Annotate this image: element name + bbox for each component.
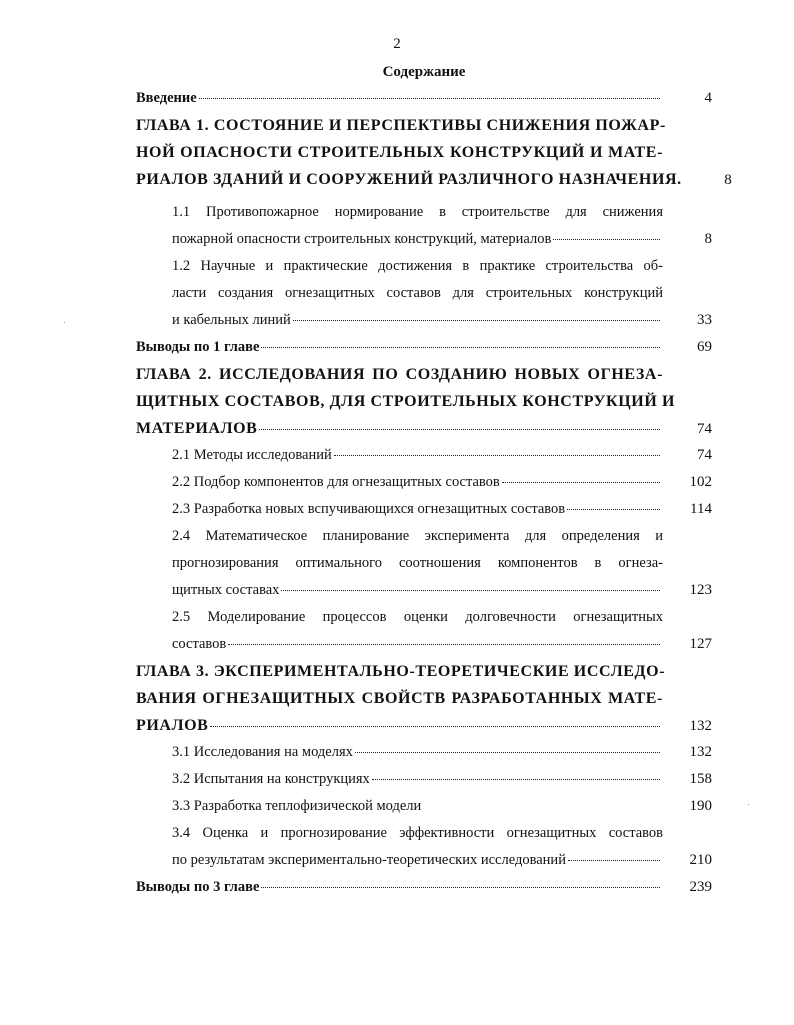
leader-dots <box>567 507 660 510</box>
toc-entry-3-4[interactable]: 3.4 Оценка и прогнозирование эффективности огнезащитных составов <box>172 825 663 841</box>
toc-entry-1-2[interactable]: 1.2 Научные и практические достижения в практике строительства об- <box>172 258 663 274</box>
toc-entry-2-4-line-3: щитных составах 123 <box>172 582 712 598</box>
toc-entry-conclusions-3[interactable]: Выводы по 3 главе 239 <box>136 879 712 895</box>
toc-entry-2-1[interactable]: 2.1 Методы исследований 74 <box>172 447 712 463</box>
leader-dots <box>199 96 660 99</box>
toc-entry-chapter-1-line-2: НОЙ ОПАСНОСТИ СТРОИТЕЛЬНЫХ КОНСТРУКЦИЙ И МАТЕ- <box>136 144 663 161</box>
leader-dots <box>334 453 660 456</box>
page-ref: 132 <box>689 718 712 734</box>
toc-entry-1-1[interactable]: 1.1 Противопожарное нормирование в строительстве для снижения <box>172 204 663 220</box>
page-ref: 210 <box>689 852 712 868</box>
toc-entry-2-2[interactable]: 2.2 Подбор компонентов для огнезащитных составов 102 <box>172 474 712 490</box>
toc-entry-2-3[interactable]: 2.3 Разработка новых вспучивающихся огнезащитных составов 114 <box>172 501 712 517</box>
toc-entry-2-4-line-2: прогнозирования оптимального соотношения компонентов в огнеза- <box>172 555 663 571</box>
leader-dots <box>261 345 660 348</box>
page-ref: 123 <box>689 582 712 598</box>
leader-dots <box>259 427 660 430</box>
leader-dots <box>228 642 660 645</box>
toc-entry-1-2-line-3: и кабельных линий 33 <box>172 312 712 328</box>
page-ref: 8 <box>704 231 712 247</box>
leader-dots <box>553 237 660 240</box>
leader-dots <box>261 885 660 888</box>
page-ref: 114 <box>690 501 712 517</box>
page-ref: 74 <box>697 421 712 437</box>
toc-entry-3-4-line-2: по результатам экспериментально-теоретических исследований 210 <box>172 852 712 868</box>
page-ref: 190 <box>689 798 712 814</box>
page-ref: 127 <box>689 636 712 652</box>
toc-entry-2-5[interactable]: 2.5 Моделирование процессов оценки долговечности огнезащитных <box>172 609 663 625</box>
toc-entry-chapter-1-line-3: РИАЛОВ ЗДАНИЙ И СООРУЖЕНИЙ РАЗЛИЧНОГО НАЗНАЧЕНИЯ. 8 <box>136 171 732 188</box>
toc-entry-2-4[interactable]: 2.4 Математическое планирование эксперимента для определения и <box>172 528 663 544</box>
page-ref: 158 <box>689 771 712 787</box>
page-number: 2 <box>393 36 401 52</box>
page-ref: 74 <box>697 447 712 463</box>
page-ref: 69 <box>697 339 712 355</box>
toc-entry-3-3[interactable]: 3.3 Разработка теплофизической модели 190 <box>172 798 712 814</box>
toc-entry-1-1-line-2: пожарной опасности строительных конструкций, материалов 8 <box>172 231 712 247</box>
table-of-contents <box>136 90 732 906</box>
leader-dots <box>568 858 660 861</box>
page-ref: 33 <box>697 312 712 328</box>
toc-entry-chapter-2-line-3: МАТЕРИАЛОВ 74 <box>136 420 712 437</box>
toc-entry-3-2[interactable]: 3.2 Испытания на конструкциях 158 <box>172 771 712 787</box>
page-ref: 239 <box>689 879 712 895</box>
toc-entry-chapter-1[interactable]: ГЛАВА 1. СОСТОЯНИЕ И ПЕРСПЕКТИВЫ СНИЖЕНИЯ ПОЖАР- <box>136 117 666 134</box>
toc-entry-chapter-3[interactable]: ГЛАВА 3. ЭКСПЕРИМЕНТАЛЬНО-ТЕОРЕТИЧЕСКИЕ ИССЛЕДО- <box>136 663 666 680</box>
page-ref: 102 <box>689 474 712 490</box>
toc-entry-2-5-line-2: составов 127 <box>172 636 712 652</box>
scan-mark <box>64 322 65 323</box>
leader-dots <box>502 480 660 483</box>
toc-entry-chapter-2[interactable]: ГЛАВА 2. ИССЛЕДОВАНИЯ ПО СОЗДАНИЮ НОВЫХ ОГНЕЗА- <box>136 366 663 383</box>
page-ref: 4 <box>704 90 712 106</box>
leader-dots <box>293 318 660 321</box>
toc-entry-conclusions-1[interactable]: Выводы по 1 главе 69 <box>136 339 712 355</box>
toc-entry-chapter-3-line-2: ВАНИЯ ОГНЕЗАЩИТНЫХ СВОЙСТВ РАЗРАБОТАННЫХ МАТЕ- <box>136 690 663 707</box>
toc-entry-chapter-2-line-2: ЩИТНЫХ СОСТАВОВ, ДЛЯ СТРОИТЕЛЬНЫХ КОНСТРУКЦИЙ И <box>136 393 676 410</box>
leader-dots <box>355 750 660 753</box>
toc-entry-3-1[interactable]: 3.1 Исследования на моделях 132 <box>172 744 712 760</box>
leader-dots <box>281 588 660 591</box>
page-ref: 8 <box>724 172 732 188</box>
toc-entry-introduction[interactable]: Введение 4 <box>136 90 712 106</box>
page-ref: 132 <box>689 744 712 760</box>
toc-title: Содержание <box>382 64 466 80</box>
scan-mark <box>748 804 749 805</box>
toc-entry-chapter-3-line-3: РИАЛОВ 132 <box>136 717 712 734</box>
toc-entry-1-2-line-2: ласти создания огнезащитных составов для строительных конструкций <box>172 285 663 301</box>
leader-dots <box>372 777 660 780</box>
leader-dots <box>210 724 660 727</box>
